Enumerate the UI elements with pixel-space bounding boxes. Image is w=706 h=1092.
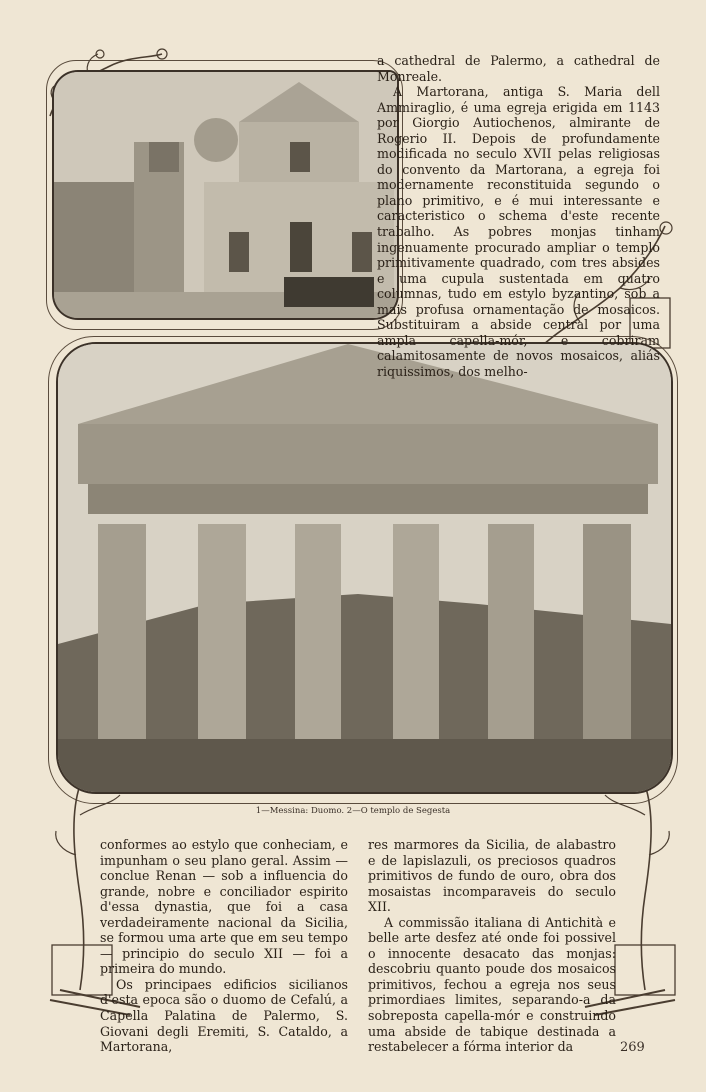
- paragraph: A Martorana, antiga S. Maria dell Ammiraglio, é uma egreja erigida em 1143 por Giorgio Autiochenos, almirante de Rogerio II. Depois de profundamente modificada no seculo XVII pelas religiosas do convento da Martorana, a egreja foi modernamente reconstituida segundo o plano primitivo, e é mui interessante e caracteristico o schema d'este recente trabalho. As pobres monjas tinham ingenuamente procurado ampliar o templo primitivamente quadrado, com tres absides e uma cupula sustentada em quatro columnas, tudo em estylo byzantino, sob a mais profusa ornamentação de mosaicos. Substituiram a abside central por uma ampla capella-mór, e cobriram calamitosamente de novos mosaicos, aliás riquissimos, dos melho-: [377, 84, 660, 379]
- paragraph: res marmores da Sicilia, de alabastro e de lapislazuli, os preciosos quadros primitivos de fundo de ouro, obra dos mosaistas incomparaveis do seculo XII.: [368, 837, 616, 915]
- paragraph: A commissão italiana di Antichità e belle arte desfez até onde foi possivel o innocente desacato das monjas: descobriu quanto poude dos mosaicos primitivos, fechou a egreja nos seus primordiaes limites, separando-a da sobreposta capella-mór e construindo uma abside de tabique destinada a restabelecer a fórma interior da: [368, 914, 616, 1055]
- paragraph: conformes ao estylo que conheciam, e impunham o seu plano geral. Assim — conclue Renan — sob a influencia do grande, nobre e conciliador espirito d'essa dynastia, que foi a casa verdadeiramente nacional da Sicilia, se formou uma arte que em seu tempo — principio do seculo XII — foi a primeira do mundo.: [100, 837, 348, 977]
- page-number: 269: [620, 1040, 645, 1055]
- photo-caption: 1—Messina: Duomo. 2—O templo de Segesta: [255, 806, 451, 816]
- left-text-column: [100, 837, 348, 1055]
- cathedral-photo: [52, 70, 399, 320]
- segesta-temple-photo: [56, 342, 673, 794]
- paragraph: a cathedral de Palermo, a cathedral de Monreale.: [377, 53, 660, 84]
- right-text-column: [368, 837, 616, 1055]
- top-text-column: [377, 53, 660, 379]
- paragraph: Os principaes edificios sicilianos d'esta epoca são o duomo de Cefalú, a Capella Palatina de Palermo, S. Giovani degli Eremiti, S. Cataldo, a Martorana,: [100, 976, 348, 1055]
